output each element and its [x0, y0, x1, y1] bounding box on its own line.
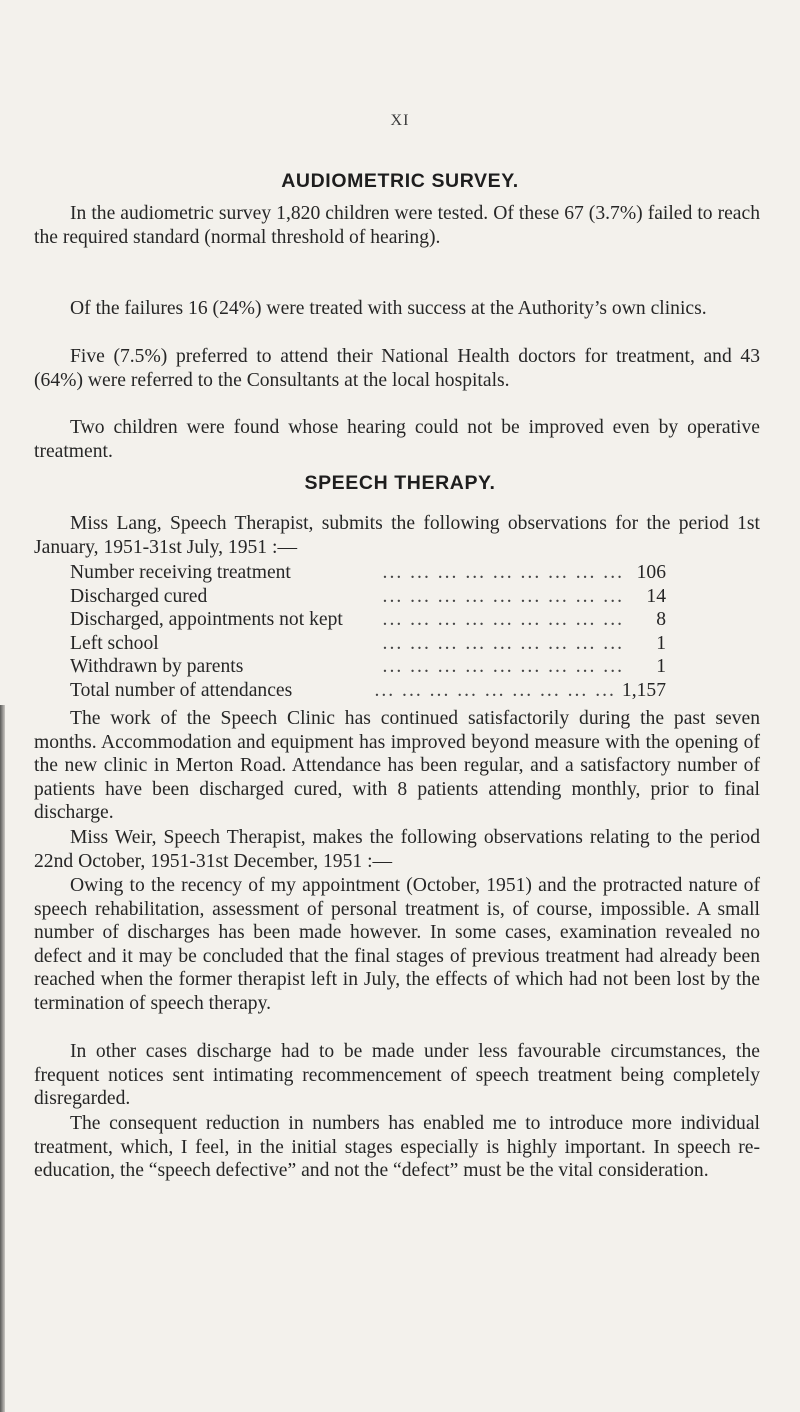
audiometric-paragraph: Five (7.5%) preferred to attend their National Health doctors for treatment, and 43 (64%) were referred to the Consultants at the local hospitals.	[34, 346, 760, 391]
audiometric-paragraph: In the audiometric survey 1,820 children were tested. Of these 67 (3.7%) failed to reach the required standard (normal threshold of hearing).	[34, 203, 760, 248]
speech-intro-paragraph: Miss Lang, Speech Therapist, submits the following observations for the period 1st January, 1951-31st July, 1951 :—	[34, 513, 760, 558]
weir-paragraph: Owing to the recency of my appointment (October, 1951) and the protracted nature of speech rehabilitation, assessment of personal treatment is, of course, impossible. A small number of discharges has been made however. In some cases, examination revealed no defect and it may be concluded that the final stages of previous treatment had already been reached when the former therapist left in July, the effects of which had not been lost by the termination of speech therapy.	[34, 875, 760, 1014]
stat-value: 106	[636, 562, 666, 583]
leader-dots: ... ... ... ... ... ... ... ... ...	[374, 679, 616, 701]
stat-label: Discharged cured	[70, 585, 208, 607]
stat-label: Number receiving treatment	[70, 562, 291, 583]
leader-dots: ... ... ... ... ... ... ... ... ...	[382, 609, 624, 631]
stat-label: Left school	[70, 632, 159, 654]
stat-row	[70, 608, 666, 632]
speech-therapy-heading: SPEECH THERAPY.	[304, 472, 496, 494]
stat-label: Discharged, appointments not kept	[70, 609, 343, 631]
stat-value: 1,157	[621, 679, 666, 701]
stat-value: 1	[656, 656, 666, 678]
stat-value: 14	[646, 585, 666, 607]
weir-paragraph: In other cases discharge had to be made under less favourable circumstances, the frequent notices sent intimating recommencement of speech treatment being completely disregarded.	[34, 1041, 760, 1110]
stat-value: 8	[656, 609, 666, 631]
weir-paragraph: The consequent reduction in numbers has enabled me to introduce more individual treatment, which, I feel, in the initial stages especially is highly important. In speech re-education, the “speech defective” and not the “defect” must be the vital consideration.	[34, 1113, 760, 1182]
binding-edge-shadow	[0, 705, 5, 1412]
stat-label: Withdrawn by parents	[70, 656, 244, 678]
stat-row	[70, 632, 666, 656]
speech-clinic-work-paragraph: The work of the Speech Clinic has continued satisfactorily during the past seven months. Accommodation and equipment has improved beyond measure with the opening of the new clinic in Merton Road. Attendance has been regular, and a satisfactory number of patients have been discharged cured, with 8 patients attending monthly, prior to final discharge.	[34, 708, 760, 824]
page-number: XI	[390, 112, 410, 129]
stat-row	[70, 585, 666, 609]
stat-value: 1	[656, 632, 666, 654]
leader-dots: ... ... ... ... ... ... ... ... ...	[382, 585, 624, 607]
stat-label: Total number of attendances	[70, 679, 293, 701]
stat-row	[70, 655, 666, 679]
speech-statistics-table	[70, 561, 666, 703]
stat-row	[70, 679, 666, 703]
leader-dots: ... ... ... ... ... ... ... ... ...	[382, 562, 624, 583]
leader-dots: ... ... ... ... ... ... ... ... ...	[382, 632, 624, 654]
audiometric-paragraph: Of the failures 16 (24%) were treated with success at the Authority’s own clinics.	[70, 298, 707, 319]
leader-dots: ... ... ... ... ... ... ... ... ...	[382, 656, 624, 678]
audiometric-survey-heading: AUDIOMETRIC SURVEY.	[281, 170, 519, 192]
stat-row	[70, 561, 666, 585]
audiometric-paragraph: Two children were found whose hearing could not be improved even by operative treatment.	[34, 417, 760, 462]
weir-intro-paragraph: Miss Weir, Speech Therapist, makes the following observations relating to the period 22nd October, 1951-31st December, 1951 :—	[34, 827, 760, 872]
